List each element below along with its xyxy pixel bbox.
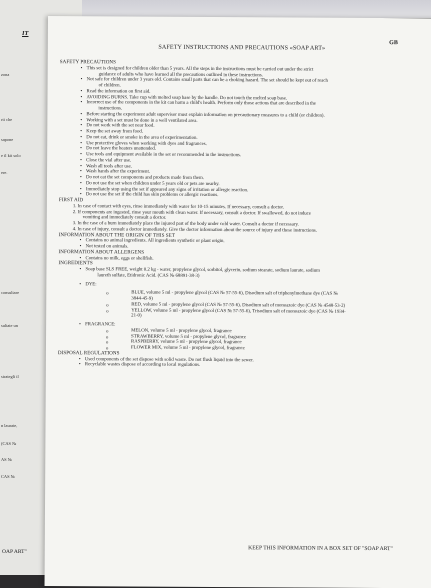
safety-item-line: AVOIDING BURNS. Take cup with melted soap base by the handle. Do not touch the melted soap base. (86, 94, 288, 101)
dye-item-line: BLUE, volume 5 ml - propylene glycol (CAS № 57-55-6), Disodium salt of triphenylmethane dye (CAS № (131, 290, 338, 298)
fragrance-label: • FRAGRANCE: (58, 322, 388, 330)
background-text-fragment: AS № (1, 457, 12, 462)
safety-item-line: Not safe for children under 3 years old. Contains small parts that can be a choking hazard. The set should be kept out of reach (86, 77, 328, 84)
background-text-fragment: rti che (1, 117, 13, 122)
background-text-fragment: sultate un (1, 323, 18, 328)
safety-item-line: guidance of adults who have learned all the precautions outlined in these instructions. (98, 71, 263, 78)
disposal-heading: DISPOSAL REGULATIONS (57, 349, 120, 357)
safety-item-line: Before starting the experiment adult supervisor must explain information on precautionary measures to a child (or children). (86, 111, 325, 119)
background-text-fragment: ere. (1, 170, 8, 175)
origin-list (59, 238, 389, 252)
background-text-fragment: n laurate, (1, 423, 18, 428)
background-text-fragment: zona (1, 72, 10, 77)
safety-item-line: Wash all tools after use. (86, 163, 132, 170)
fragrance-item-line: MELON, volume 5 ml - propylene glycol, fragrance (131, 328, 232, 334)
document-title: SAFETY INSTRUCTIONS AND PRECAUTIONS «SOAP ART» (158, 44, 326, 52)
fragrance-item-line: STRAWBERRY, volume 5 ml - propylene glycol, fragrance (131, 334, 247, 340)
fragrance-list (58, 328, 388, 353)
background-text-fragment: sapone (1, 137, 14, 142)
safety-item-line: Do not use the set when children under 5 years old or pets are nearby. (85, 180, 220, 187)
safety-item-line: Close the vial after use. (86, 157, 132, 164)
dye-item-line: 21-0) (131, 313, 142, 319)
safety-item-line: Incorrect use of the components in the kit can harm a child's health. Perform only those actions that are described in the (86, 100, 316, 107)
soap-base-item-line: Soap base SLS FREE, weight 0.2 kg - water, propylene glycol, sorbitol, glycerin, sodium stearate, sodium laurate, sodium (85, 267, 320, 274)
document-body (58, 60, 390, 370)
safety-item-line: Wash hands after the experiment. (86, 169, 151, 175)
safety-item-line: Working with a set must be done in a well ventilated area. (86, 117, 198, 124)
first-aid-item-line: 2. If components are ingested, rinse your mouth with clean water. If necessary, consult a doctor. If swallowed, do not induce (72, 209, 311, 217)
disposal-item-line: Recyclable wastes dispose of according to local regulations. (84, 362, 201, 369)
dye-item-line: RED, volume 5 ml - propylene glycol (CAS № 57-55-6), Disodium salt of monoazoic dye (CAS № 4548-53-2) (131, 302, 346, 309)
allergen-item-line: Contains no milk, eggs or shellfish. (85, 255, 154, 262)
safety-list (59, 66, 390, 200)
safety-item-line: Keep the set away from food. (86, 129, 144, 135)
disposal-list (58, 357, 388, 371)
dye-item-line: 3844-45-9) (131, 296, 153, 302)
background-text-fragment: e il kit solo (1, 153, 21, 158)
origin-item-line: Not tested on animals. (85, 244, 129, 250)
safety-heading: SAFETY PRECAUTIONS (59, 59, 117, 66)
disposal-item (85, 362, 388, 370)
dye-item (58, 308, 388, 322)
safety-item-line: Do not eat, drink or smoke in the area of experimentation. (86, 134, 198, 141)
origin-item-line: Contains no animal ingredients. All ingredients synthetic or plant origin. (85, 238, 225, 245)
background-text-fragment: strategli il (1, 374, 19, 379)
safety-item-line: instructions. (98, 106, 123, 112)
background-lang-label: IT (22, 30, 29, 37)
soap-base-item-line: laureth sulfate, Etidronic Acid. (CAS № 68891-38-3) (97, 273, 200, 279)
safety-item-line: This set is designed for children older than 5 years. All the steps in the instructions must be carried out under the strict (86, 65, 314, 73)
origin-heading: INFORMATION ABOUT THE ORIGIN OF THIS SET (58, 231, 176, 239)
safety-item-line: of children. (98, 83, 121, 89)
background-text-fragment: consultare (1, 290, 20, 295)
background-footer-fragment: OAP ART" (2, 549, 27, 555)
safety-item-line: Do not leave the heaters unattended. (86, 146, 156, 152)
language-label: GB (389, 40, 398, 47)
safety-item-line: Use protective gloves when working with dyes and fragrances. (86, 140, 207, 147)
allergens-heading: INFORMATION ABOUT ALLERGENS (58, 248, 145, 256)
soap-base-list (58, 267, 388, 281)
safety-item-line: Immediately stop using the set if appeared any signs of irritation or allergic reaction. (85, 186, 249, 193)
background-text-fragment: (CAS № (1, 441, 17, 446)
first-aid-list (59, 204, 389, 235)
document-footer: KEEP THIS INFORMATION IN A BOX SET OF "SOAP ART" (248, 545, 393, 553)
safety-item-line: Do not work with the set near food. (86, 123, 155, 129)
safety-item-line: Use tools and equipment available in the set or recommended in the instructions. (86, 152, 242, 159)
instruction-sheet (45, 16, 431, 588)
fragrance-item-line: FLOWER MIX, volume 5 ml - propylene glycol, fragrance (130, 345, 245, 352)
disposal-item-line: Used components of the set dispose with solid waste. Do not flush liquid into the sewer. (84, 356, 254, 363)
dye-list (58, 290, 388, 321)
first-aid-heading: FIRST AID (58, 197, 84, 204)
fragrance-item-line: RASPBERRY, volume 5 ml - propylene glycol, fragrance (130, 339, 242, 346)
safety-item-line: Do not use the set if the child has skin problems or allergic reactions. (85, 192, 219, 199)
first-aid-item-line: 4. In case of injury, consult a doctor immediately. Give the doctor information about the source of injury and these instructions. (72, 226, 317, 234)
background-text-fragment: CAS № (1, 474, 15, 479)
safety-item-line: Do not eat the set components and products made from them. (85, 175, 204, 181)
first-aid-item-line: vomiting and immediately consult a doctor. (82, 215, 167, 221)
dye-label: • DYE: (58, 282, 388, 290)
first-aid-item-line: 3. In the case of a burn immediately place the injured part of the body under cold water. Consult a doctor if necessary. (72, 221, 299, 228)
dye-item-line: YELLOW, volume 5 ml - propylene glycol (CAS № 57-55-6), Trisodium salt of monoazoic dye (CAS № 1934- (131, 308, 346, 315)
safety-item-line: Read the information on first aid. (86, 88, 151, 95)
ingredients-heading: INGREDIENTS (58, 260, 93, 267)
soap-base-item (85, 267, 388, 280)
first-aid-item-line: 1. In case of contact with eyes, rinse immediately with water for 10-15 minutes. If necessary, consult a doctor. (72, 203, 284, 211)
